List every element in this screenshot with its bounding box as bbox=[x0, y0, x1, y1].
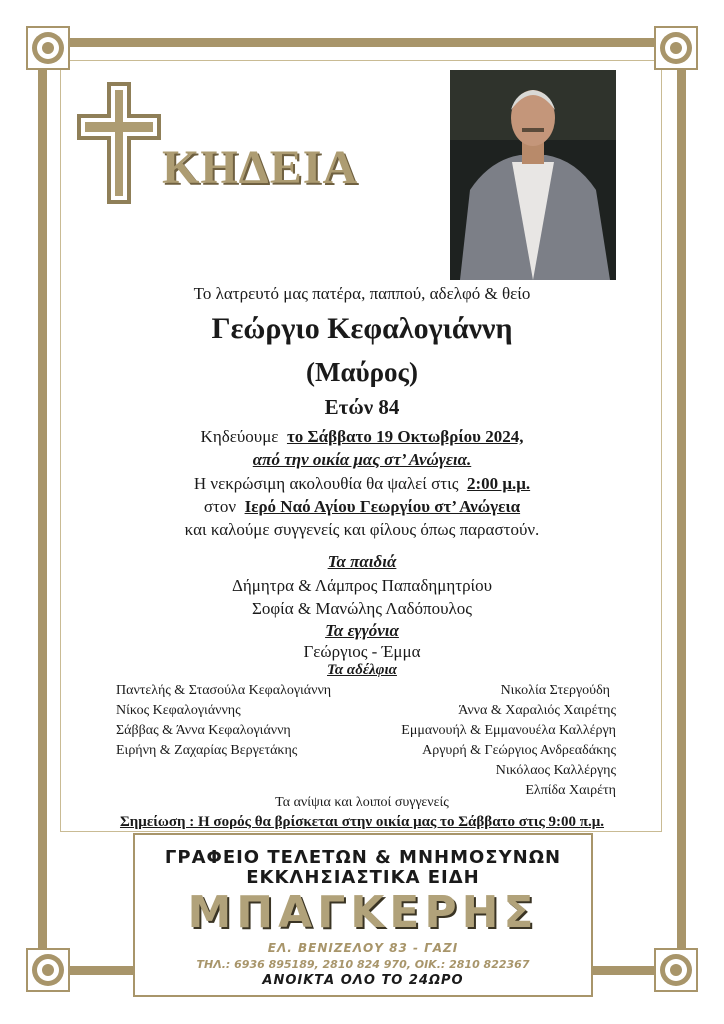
funeral-line-3 bbox=[0, 474, 724, 494]
sibling-name: Άννα & Χαραλιός Χαιρέτης bbox=[458, 703, 616, 718]
cross-icon bbox=[77, 82, 161, 204]
corner-rosette-icon bbox=[26, 948, 70, 992]
child-name: Σοφία & Μανώλης Λαδόπουλος bbox=[251, 599, 473, 618]
funeral-home-ad bbox=[133, 833, 593, 997]
ad-hours: ΑΝΟΙΚΤΑ ΟΛΟ ΤΟ 24ΩΡΟ bbox=[262, 973, 464, 988]
siblings-heading: Τα αδέλφια bbox=[327, 662, 397, 678]
funeral-line-5: και καλούμε συγγενείς και φίλους όπως παραστούν. bbox=[184, 520, 540, 539]
sibling-name: Σάββας & Άννα Κεφαλογιάννη bbox=[116, 723, 291, 738]
intro-text: Το λατρευτό μας πατέρα, παππού, αδελφό & θείο bbox=[193, 284, 531, 303]
deceased-name: Γεώργιο Κεφαλογιάννη bbox=[211, 312, 513, 345]
ad-brand: ΜΠΑΓΚΕΡΗΣ bbox=[187, 887, 539, 938]
other-relatives: Τα ανίψια και λοιποί συγγενείς bbox=[275, 795, 449, 810]
siblings-right-list bbox=[401, 681, 616, 801]
church-prefix: στον bbox=[203, 497, 237, 516]
siblings-left-list bbox=[116, 681, 331, 761]
sibling-name: Νικολία Στεργούδη bbox=[500, 683, 610, 698]
sibling-name: Ελπίδα Χαιρέτη bbox=[525, 783, 616, 798]
ad-line-2: ΕΚΚΛΗΣΙΑΣΤΙΚΑ ΕΙΔΗ bbox=[246, 867, 480, 888]
funeral-line-1 bbox=[0, 427, 724, 447]
sibling-name: Νίκος Κεφαλογιάννης bbox=[116, 703, 241, 718]
church-name: Ιερό Ναό Αγίου Γεωργίου στ’ Ανώγεια bbox=[244, 497, 521, 516]
funeral-place: από την οικία μας στ’ Ανώγεια. bbox=[252, 450, 472, 469]
age: Ετών 84 bbox=[324, 395, 400, 419]
children-heading: Τα παιδιά bbox=[327, 552, 397, 571]
grandchildren-heading: Τα εγγόνια bbox=[325, 621, 399, 640]
funeral-prefix: Κηδεύουμε bbox=[200, 427, 279, 446]
ad-phones: ΤΗΛ.: 6936 895189, 2810 824 970, ΟΙΚ.: 2810 822367 bbox=[196, 958, 530, 971]
sibling-name: Εμμανουήλ & Εμμανουέλα Καλλέργη bbox=[401, 723, 616, 738]
corner-rosette-icon bbox=[26, 26, 70, 70]
grandchild-name: Γεώργιος - Έμμα bbox=[303, 642, 421, 661]
corner-rosette-icon bbox=[654, 948, 698, 992]
sibling-name: Αργυρή & Γεώργιος Ανδρεαδάκης bbox=[422, 743, 616, 758]
child-name: Δήμητρα & Λάμπρος Παπαδημητρίου bbox=[231, 576, 493, 595]
frame-top bbox=[50, 38, 674, 47]
ad-address: ΕΛ. ΒΕΝΙΖΕΛΟΥ 83 - ΓΑΖΙ bbox=[267, 941, 459, 955]
funeral-date: το Σάββατο 19 Οκτωβρίου 2024, bbox=[286, 427, 524, 446]
sibling-name: Νικόλαος Καλλέργης bbox=[495, 763, 616, 778]
ad-line-1: ΓΡΑΦΕΙΟ ΤΕΛΕΤΩΝ & ΜΝΗΜΟΣΥΝΩΝ bbox=[164, 847, 562, 868]
page-title: ΚΗΔΕΙΑ bbox=[162, 141, 359, 194]
funeral-line-4 bbox=[0, 497, 724, 517]
sibling-name: Παντελής & Στασούλα Κεφαλογιάννη bbox=[116, 683, 332, 698]
funeral-line-2 bbox=[0, 450, 724, 470]
service-time: 2:00 μ.μ. bbox=[466, 474, 531, 493]
portrait-photo bbox=[450, 70, 616, 280]
note: Σημείωση : Η σορός θα βρίσκεται στην οικία μας το Σάββατο στις 9:00 π.μ. bbox=[119, 814, 605, 830]
sibling-name: Ειρήνη & Ζαχαρίας Βεργετάκης bbox=[116, 743, 298, 758]
service-prefix: Η νεκρώσιμη ακολουθία θα ψαλεί στις bbox=[193, 474, 459, 493]
nickname: (Μαύρος) bbox=[306, 357, 418, 387]
corner-rosette-icon bbox=[654, 26, 698, 70]
